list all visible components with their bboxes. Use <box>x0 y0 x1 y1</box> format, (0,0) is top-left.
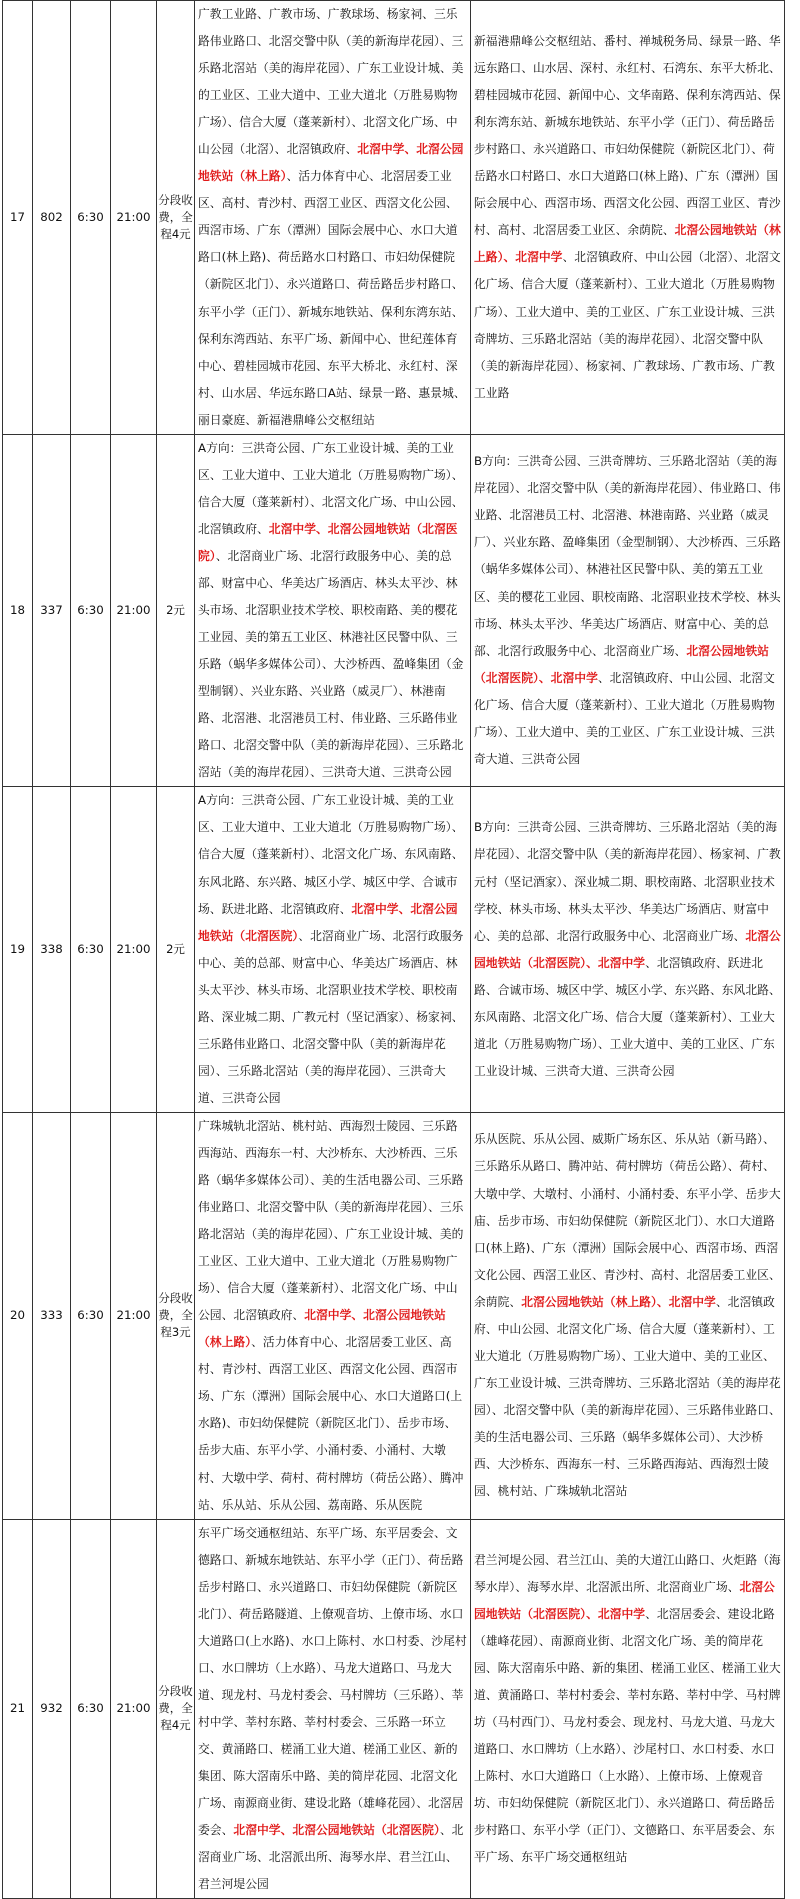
highlighted-stops: 北滘中学、北滘公园地铁站（北滘医院） <box>198 521 458 563</box>
stops-text: B方向：三洪奇公园、三洪奇牌坊、三乐路北滘站（美的海岸花园）、北滘交警中队（美的新海岸花园）、伟业路口、伟业路、北滘港员工村、北滘港、林港南路、兴业路（威灵厂）、兴业东路、盈峰集团（金型制钢）、大沙桥西、三乐路（蜗华多媒体公司）、林港社区民警中队、美的第五工业区、美的樱花工业园、职校南路、北滘职业技术学校、林头市场、林头太平沙、华美达广场酒店、财富中心、美的总部、北滘行政服务中心、北滘商业广场、 <box>474 454 781 658</box>
stops-direction-b <box>471 1112 785 1519</box>
stops-text: 、活力体育中心、北滘居委工业区、高村、青沙村、西滘工业区、西滘文化公园、西滘市场、广东（潭洲）国际会展中心、水口大道路口(上水路)、市妇幼保健院（新院区北门）、岳步市场、岳步大庙、东平小学、小涌村委、小涌村、大墩村、大墩中学、荷村、荷村牌坊（荷岳公路）、腾冲站、乐从站、乐从公园、荔南路、乐从医院 <box>198 1335 464 1512</box>
stops-text: 、北滘镇政府、中山公园、北滘文化广场、信合大厦（蓬莱新村）、工业大道北（万胜易购物广场）、工业大道中、美的工业区、广东工业设计城、三洪奇大道、三洪奇公园 <box>474 670 775 766</box>
fare-info: 分段收费，全程4元 <box>157 1519 195 1899</box>
stops-text: 君兰河堤公园、君兰江山、美的大道江山路口、火炬路（海琴水岸）、海琴水岸、北滘派出所、北滘商业广场、 <box>474 1552 781 1594</box>
bus-route-table <box>2 0 785 1899</box>
first-bus-time: 6:30 <box>71 1519 111 1899</box>
stops-text: 、北滘商业广场、北滘行政服务中心、美的总部、财富中心、华美达广场酒店、林头太平沙、林头市场、北滘职业技术学校、职校南路、美的樱花工业园、美的第五工业区、林港社区民警中队、三乐路（蜗华多媒体公司）、大沙桥西、盈峰集团（金型制钢）、兴业东路、兴业路（威灵厂）、林港南路、北滘港、北滘港员工村、伟业路、三乐路伟业路口、北滘交警中队（美的新海岸花园）、三乐路北滘站（美的海岸花园）、三洪奇大道、三洪奇公园 <box>198 548 464 780</box>
stops-direction-a <box>195 434 471 787</box>
highlighted-stops: 北滘中学、北滘公园地铁站（北滘医院） <box>233 1823 440 1838</box>
stops-text: A方向：三洪奇公园、广东工业设计城、美的工业区、工业大道中、工业大道北（万胜易购物广场）、信合大厦（蓬莱新村）、北滘文化广场、中山公园、北滘镇政府、 <box>198 440 464 536</box>
route-row <box>3 434 785 787</box>
stops-text: 乐从医院、乐从公园、威斯广场东区、乐从站（新马路）、三乐路乐从路口、腾冲站、荷村牌坊（荷岳公路）、荷村、大墩中学、大墩村、小涌村、小涌村委、东平小学、岳步大庙、岳步市场、市妇幼保健院（新院区北门）、水口大道路口(林上路)、广东（潭洲）国际会展中心、西滘市场、西滘文化公园、西滘工业区、青沙村、高村、北滘居委工业区、余荫院、 <box>474 1132 781 1309</box>
route-row <box>3 1112 785 1519</box>
last-bus-time: 21:00 <box>111 434 157 787</box>
route-number: 333 <box>33 1112 71 1519</box>
stops-text: B方向：三洪奇公园、三洪奇牌坊、三乐路北滘站（美的海岸花园）、北滘交警中队（美的新海岸花园）、杨家祠、广教元村（坚记酒家）、深业城二期、职校南路、北滘职业技术学校、林头市场、林头太平沙、华美达广场酒店、财富中心、美的总部、北滘行政服务中心、北滘商业广场、 <box>474 820 781 943</box>
highlighted-stops: 北滘中学、北滘公园地铁站（林上路） <box>198 142 464 184</box>
row-number: 19 <box>3 787 33 1113</box>
stops-direction-b <box>471 1519 785 1899</box>
highlighted-stops: 北滘公园地铁站（林上路）、北滘中学 <box>474 223 781 265</box>
row-number: 20 <box>3 1112 33 1519</box>
highlighted-stops: 北滘中学、北滘公园地铁站（林上路） <box>198 1308 446 1350</box>
route-number: 337 <box>33 434 71 787</box>
stops-text: 、活力体育中心、北滘居委工业区、高村、青沙村、西滘工业区、西滘文化公园、西滘市场、广东（潭洲）国际会展中心、水口大道路口(林上路)、荷岳路水口村路口、市妇幼保健院（新院区北门）、永兴道路口、荷岳路岳步村路口、东平小学（正门）、新城东地铁站、保利东湾东站、保利东湾西站、东平广场、新闻中心、世纪莲体育中心、碧桂园城市花园、东平大桥北、永红村、深村、山水居、华远东路口A站、绿景一路、惠景城、丽日豪庭、新福港鼎峰公交枢纽站 <box>198 169 466 427</box>
route-row <box>3 1 785 435</box>
stops-text: 、北滘居委会、建设北路（雄峰花园）、南源商业街、北滘文化广场、美的简岸花园、陈大滘南乐中路、新的集团、槎涌工业区、槎涌工业大道、黄涌路口、莘村村委会、莘村东路、莘村中学、马村牌坊（马村西门）、马龙村委会、现龙村、马龙大道、马龙大道路口、水口牌坊（上水路）、沙尾村口、水口村委、水口上陈村、水口大道路口（上水路）、上僚市场、上僚观音坊、市妇幼保健院（新院区北门）、永兴道路口、荷岳路岳步村路口、东平小学（正门）、文德路口、东平居委会、东平广场、东平广场交通枢纽站 <box>474 1606 781 1865</box>
stops-text: 、北滘镇政府、跃进北路、合诚市场、城区中学、城区小学、东兴路、东风北路、东风南路、北滘文化广场、信合大厦（蓬莱新村）、工业大道北（万胜易购物广场）、工业大道中、美的工业区、广东工业设计城、三洪奇大道、三洪奇公园 <box>474 955 781 1078</box>
row-number: 21 <box>3 1519 33 1899</box>
first-bus-time: 6:30 <box>71 434 111 787</box>
highlighted-stops: 北滘公园地铁站（北滘医院）、北滘中学 <box>474 643 769 685</box>
stops-text: 广教工业路、广教市场、广教球场、杨家祠、三乐路伟业路口、北滘交警中队（美的新海岸花园）、三乐路北滘站（美的海岸花园）、广东工业设计城、美的工业区、工业大道中、工业大道北（万胜易购物广场）、信合大厦（蓬莱新村）、北滘文化广场、中山公园（北滘）、北滘镇政府、 <box>198 7 464 157</box>
first-bus-time: 6:30 <box>71 1112 111 1519</box>
highlighted-stops: 北滘公园地铁站（北滘医院）、北滘中学 <box>474 928 781 970</box>
first-bus-time: 6:30 <box>71 1 111 435</box>
fare-info: 分段收费，全程4元 <box>157 1 195 435</box>
fare-info: 2元 <box>157 787 195 1113</box>
stops-text: 、北滘镇政府、中山公园、北滘文化广场、信合大厦（蓬莱新村）、工业大道北（万胜易购物广场）、工业大道中、美的工业区、广东工业设计城、三洪奇牌坊、三乐路北滘站（美的海岸花园）、北滘交警中队（美的新海岸花园）、三乐路伟业路口、美的生活电器公司、三乐路（蜗华多媒体公司）、大沙桥西、大沙桥东、西海东一村、三乐路西海站、西海烈士陵园、桃村站、广珠城轨北滘站 <box>474 1294 781 1499</box>
route-number: 802 <box>33 1 71 435</box>
highlighted-stops: 北滘中学、北滘公园地铁站（北滘医院） <box>198 901 458 943</box>
stops-direction-a <box>195 787 471 1113</box>
fare-info: 分段收费，全程3元 <box>157 1112 195 1519</box>
route-row <box>3 787 785 1113</box>
last-bus-time: 21:00 <box>111 1112 157 1519</box>
highlighted-stops: 北滘公园地铁站（林上路）、北滘中学 <box>521 1294 716 1309</box>
last-bus-time: 21:00 <box>111 787 157 1113</box>
route-number: 338 <box>33 787 71 1113</box>
stops-text: 东平广场交通枢纽站、东平广场、东平居委会、文德路口、新城东地铁站、东平小学（正门）、荷岳路岳步村路口、永兴道路口、市妇幼保健院（新院区北门）、荷岳路隧道、上僚观音坊、上僚市场、水口大道路口(上水路)、水口上陈村、水口村委、沙尾村口、水口牌坊（上水路）、马龙大道路口、马龙大道、现龙村、马龙村委会、马村牌坊（三乐路）、莘村中学、莘村东路、莘村村委会、三乐路一环立交、黄涌路口、槎涌工业大道、槎涌工业区、新的集团、陈大滘南乐中路、美的简岸花园、北滘文化广场、南源商业街、建设北路（雄峰花园）、北滘居委会、 <box>198 1525 467 1838</box>
stops-direction-b <box>471 434 785 787</box>
stops-direction-a <box>195 1519 471 1899</box>
stops-direction-b <box>471 787 785 1113</box>
last-bus-time: 21:00 <box>111 1519 157 1899</box>
highlighted-stops: 北滘公园地铁站（北滘医院）、北滘中学 <box>474 1579 775 1621</box>
stops-text: 新福港鼎峰公交枢纽站、番村、禅城税务局、绿景一路、华远东路口、山水居、深村、永红村、石湾东、东平大桥北、碧桂园城市花园、新闻中心、文华南路、保利东湾西站、保利东湾东站、新城东地铁站、东平小学（正门）、荷岳路岳步村路口、永兴道路口、市妇幼保健院（新院区北门）、荷岳路水口村路口、水口大道路口(林上路)、广东（潭洲）国际会展中心、西滘市场、西滘文化公园、西滘工业区、青沙村、高村、北滘居委工业区、余荫院、 <box>474 34 781 238</box>
stops-text: 、北滘商业广场、北滘行政服务中心、美的总部、财富中心、华美达广场酒店、林头太平沙、林头市场、北滘职业技术学校、职校南路、深业城二期、广教元村（坚记酒家）、杨家祠、三乐路伟业路口、北滘交警中队（美的新海岸花园）、三乐路北滘站（美的海岸花园）、三洪奇大道、三洪奇公园 <box>198 928 464 1105</box>
stops-direction-a <box>195 1 471 435</box>
last-bus-time: 21:00 <box>111 1 157 435</box>
route-number: 932 <box>33 1519 71 1899</box>
first-bus-time: 6:30 <box>71 787 111 1113</box>
fare-info: 2元 <box>157 434 195 787</box>
row-number: 17 <box>3 1 33 435</box>
stops-direction-b <box>471 1 785 435</box>
route-row <box>3 1519 785 1899</box>
stops-text: 广珠城轨北滘站、桃村站、西海烈士陵园、三乐路西海站、西海东一村、大沙桥东、大沙桥西、三乐路（蜗华多媒体公司）、美的生活电器公司、三乐路伟业路口、北滘交警中队（美的新海岸花园）、三乐路北滘站（美的海岸花园）、广东工业设计城、美的工业区、工业大道中、工业大道北（万胜易购物广场）、信合大厦（蓬莱新村）、北滘文化广场、中山公园、北滘镇政府、 <box>198 1118 464 1323</box>
stops-text: 、北滘商业广场、北滘派出所、海琴水岸、君兰江山、君兰河堤公园 <box>198 1823 464 1892</box>
stops-direction-a <box>195 1112 471 1519</box>
row-number: 18 <box>3 434 33 787</box>
stops-text: A方向：三洪奇公园、广东工业设计城、美的工业区、工业大道中、工业大道北（万胜易购物广场）、信合大厦（蓬莱新村）、北滘文化广场、东风南路、东风北路、东兴路、城区小学、城区中学、合诚市场、跃进北路、北滘镇政府、 <box>198 793 464 916</box>
stops-text: 、北滘镇政府、中山公园（北滘）、北滘文化广场、信合大厦（蓬莱新村）、工业大道北（万胜易购物广场）、工业大道中、美的工业区、广东工业设计城、三洪奇牌坊、三乐路北滘站（美的海岸花园）、北滘交警中队（美的新海岸花园）、杨家祠、广教球场、广教市场、广教工业路 <box>474 250 781 400</box>
